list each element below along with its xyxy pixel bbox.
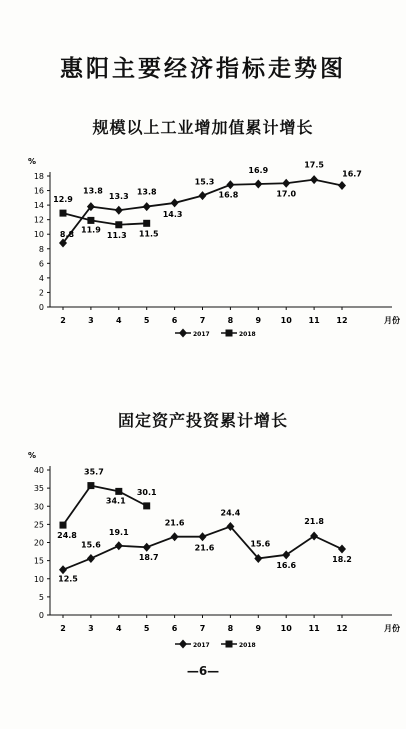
y-axis-unit: % xyxy=(28,451,37,460)
y-tick-label: 30 xyxy=(33,502,44,512)
data-point-2018 xyxy=(115,221,122,228)
x-tick-label: 7 xyxy=(199,316,206,325)
data-label-2018: 30.1 xyxy=(136,487,157,497)
data-label-2017: 16.9 xyxy=(248,166,269,176)
data-label-2017: 16.7 xyxy=(342,169,362,179)
data-point-2017 xyxy=(338,545,346,554)
y-tick-label: 20 xyxy=(33,538,44,548)
data-label-2017: 13.8 xyxy=(83,186,103,196)
data-label-2017: 14.3 xyxy=(162,209,183,219)
data-point-2018 xyxy=(87,217,94,224)
x-tick-label: 10 xyxy=(280,316,292,325)
y-tick-label: 2 xyxy=(38,288,44,298)
data-label-2017: 17.5 xyxy=(304,160,324,170)
y-tick-label: 5 xyxy=(38,592,44,602)
data-point-2017 xyxy=(143,543,151,552)
chart-title-industrial: 规模以上工业增加值累计增长 xyxy=(92,118,314,137)
x-tick-label: 8 xyxy=(227,316,234,325)
legend-marker-2017 xyxy=(179,329,187,338)
legend-label-2018: 2018 xyxy=(239,331,256,338)
fixed-asset-growth-chart xyxy=(0,440,406,655)
page-number: —6— xyxy=(186,664,220,678)
x-axis-title: 月份 xyxy=(384,316,400,325)
data-point-2017 xyxy=(338,181,346,190)
data-point-2017 xyxy=(310,175,318,184)
data-point-2018 xyxy=(115,488,122,495)
page-title: 惠阳主要经济指标走势图 xyxy=(60,56,346,82)
y-axis-unit: % xyxy=(28,157,37,166)
x-tick-label: 4 xyxy=(116,624,122,633)
y-tick-label: 14 xyxy=(33,201,44,211)
data-label-2017: 15.6 xyxy=(81,540,101,550)
x-tick-label: 4 xyxy=(116,316,122,325)
legend-label-2018: 2018 xyxy=(239,642,256,649)
x-tick-label: 2 xyxy=(60,624,66,633)
data-point-2017 xyxy=(87,554,95,563)
data-label-2018: 34.1 xyxy=(105,496,126,506)
data-label-2018: 11.3 xyxy=(106,230,127,240)
data-label-2017: 16.8 xyxy=(218,190,239,200)
data-point-2017 xyxy=(115,206,123,215)
legend-marker-2018 xyxy=(226,641,233,648)
y-tick-label: 10 xyxy=(33,574,44,584)
x-tick-label: 6 xyxy=(171,316,178,325)
chart-title-fixed-asset: 固定资产投资累计增长 xyxy=(117,411,288,430)
series-line-2018 xyxy=(63,486,147,526)
data-point-2018 xyxy=(87,482,94,489)
data-label-2018: 11.5 xyxy=(138,229,159,239)
y-tick-label: 16 xyxy=(33,186,44,196)
data-label-2017: 15.3 xyxy=(194,177,215,187)
x-tick-label: 9 xyxy=(255,624,262,633)
data-point-2017 xyxy=(171,198,179,207)
data-label-2017: 24.4 xyxy=(220,508,241,518)
data-label-2017: 19.1 xyxy=(108,527,129,537)
y-tick-label: 0 xyxy=(38,611,44,620)
x-tick-label: 2 xyxy=(60,316,66,325)
x-tick-label: 12 xyxy=(336,316,348,325)
data-point-2017 xyxy=(143,202,151,211)
data-label-2017: 21.8 xyxy=(304,516,324,526)
data-point-2017 xyxy=(282,550,290,559)
data-point-2017 xyxy=(171,532,179,541)
data-point-2017 xyxy=(199,532,207,541)
legend-label-2017: 2017 xyxy=(193,642,210,649)
y-tick-label: 12 xyxy=(33,215,44,225)
data-label-2017: 21.6 xyxy=(164,518,185,528)
data-label-2017: 21.6 xyxy=(194,543,215,553)
x-tick-label: 12 xyxy=(336,624,348,633)
data-label-2018: 24.8 xyxy=(57,531,77,541)
data-point-2017 xyxy=(282,179,290,188)
data-label-2017: 13.3 xyxy=(108,192,129,202)
y-tick-label: 0 xyxy=(38,303,44,312)
x-tick-label: 10 xyxy=(280,624,292,633)
legend-label-2017: 2017 xyxy=(193,331,210,338)
y-tick-label: 6 xyxy=(38,259,44,269)
data-point-2017 xyxy=(310,531,318,540)
x-tick-label: 5 xyxy=(143,624,150,633)
x-tick-label: 3 xyxy=(88,316,94,325)
data-point-2017 xyxy=(115,541,123,550)
y-tick-label: 25 xyxy=(33,520,44,530)
y-tick-label: 35 xyxy=(33,484,44,494)
data-point-2018 xyxy=(60,210,67,217)
data-point-2018 xyxy=(60,522,67,529)
data-label-2017: 18.7 xyxy=(138,553,159,563)
x-tick-label: 9 xyxy=(255,316,262,325)
x-axis-title: 月份 xyxy=(384,624,400,633)
data-label-2017: 13.8 xyxy=(136,187,157,197)
x-tick-label: 6 xyxy=(171,624,178,633)
data-label-2018: 12.9 xyxy=(53,195,73,205)
data-label-2017: 17.0 xyxy=(276,189,297,199)
legend-marker-2017 xyxy=(179,640,187,649)
data-label-2017: 15.6 xyxy=(250,539,271,549)
y-tick-label: 8 xyxy=(38,244,44,254)
y-tick-label: 18 xyxy=(33,172,44,181)
data-label-2018: 11.9 xyxy=(81,225,101,235)
y-tick-label: 40 xyxy=(33,466,44,475)
data-point-2017 xyxy=(254,180,262,189)
data-point-2017 xyxy=(226,180,234,189)
data-point-2018 xyxy=(143,220,150,227)
y-tick-label: 10 xyxy=(33,230,44,240)
data-point-2018 xyxy=(143,502,150,509)
data-label-2017: 12.5 xyxy=(58,574,78,584)
x-tick-label: 11 xyxy=(308,316,320,325)
x-tick-label: 3 xyxy=(88,624,94,633)
x-tick-label: 7 xyxy=(199,624,206,633)
y-tick-label: 15 xyxy=(33,556,44,566)
industrial-growth-chart xyxy=(0,150,406,350)
data-point-2017 xyxy=(199,191,207,200)
x-tick-label: 11 xyxy=(308,624,320,633)
data-label-2017: 16.6 xyxy=(276,560,297,570)
series-line-2017 xyxy=(63,177,342,243)
data-label-2017: 8.8 xyxy=(59,229,75,239)
legend-marker-2018 xyxy=(226,330,233,337)
y-tick-label: 4 xyxy=(38,273,44,283)
x-tick-label: 8 xyxy=(227,624,234,633)
data-label-2017: 18.2 xyxy=(332,555,352,565)
data-point-2017 xyxy=(59,565,67,574)
x-tick-label: 5 xyxy=(143,316,150,325)
data-label-2018: 35.7 xyxy=(84,467,104,477)
series-line-2018 xyxy=(63,213,147,225)
